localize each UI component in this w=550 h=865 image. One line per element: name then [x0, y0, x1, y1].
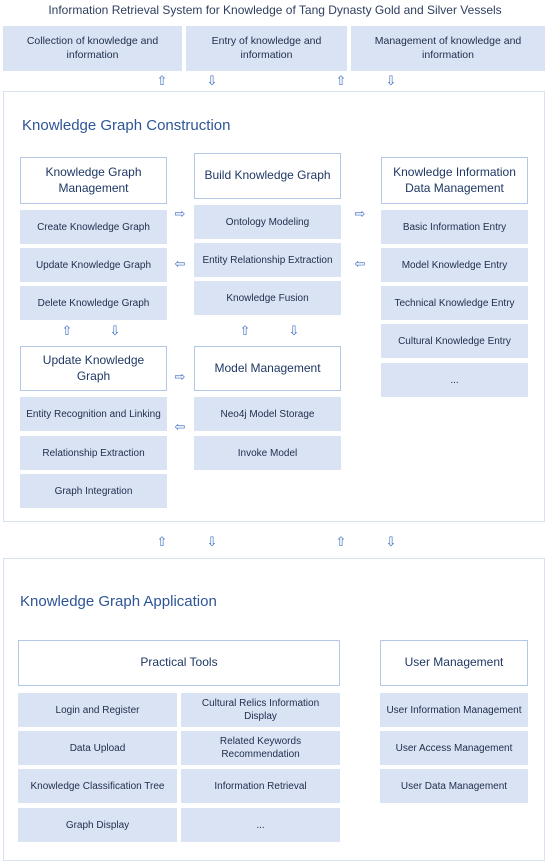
entity-recognition-item: Entity Recognition and Linking: [20, 397, 167, 431]
up-arrow-icon: ⇧: [335, 73, 347, 88]
down-arrow-icon: ⇩: [206, 73, 218, 88]
top-box-management: Management of knowledge and information: [351, 26, 545, 71]
kg-management-header: Knowledge Graph Management: [20, 157, 167, 204]
tools-more-item: ...: [181, 808, 340, 842]
relationship-extraction-item: Relationship Extraction: [20, 436, 167, 470]
entity-relationship-item: Entity Relationship Extraction: [194, 243, 341, 277]
up-arrow-icon: ⇧: [239, 323, 251, 338]
user-data-item: User Data Management: [380, 769, 528, 803]
model-management-header: Model Management: [194, 346, 341, 391]
up-arrow-icon: ⇧: [61, 323, 73, 338]
invoke-model-item: Invoke Model: [194, 436, 341, 470]
cultural-relics-item: Cultural Relics Information Display: [181, 693, 340, 727]
down-arrow-icon: ⇩: [385, 534, 397, 549]
top-box-entry: Entry of knowledge and information: [186, 26, 347, 71]
right-arrow-icon: ⇨: [174, 369, 186, 384]
down-arrow-icon: ⇩: [206, 534, 218, 549]
cultural-knowledge-item: Cultural Knowledge Entry: [381, 324, 528, 358]
left-arrow-icon: ⇦: [354, 256, 366, 271]
down-arrow-icon: ⇩: [109, 323, 121, 338]
update-kg-item: Update Knowledge Graph: [20, 248, 167, 282]
right-arrow-icon: ⇨: [354, 206, 366, 221]
user-management-header: User Management: [380, 640, 528, 686]
graph-integration-item: Graph Integration: [20, 474, 167, 508]
create-kg-item: Create Knowledge Graph: [20, 210, 167, 244]
related-keywords-item: Related Keywords Recommendation: [181, 731, 340, 765]
update-kg-header: Update Knowledge Graph: [20, 346, 167, 391]
info-data-header: Knowledge Information Data Management: [381, 157, 528, 204]
down-arrow-icon: ⇩: [288, 323, 300, 338]
more-item: ...: [381, 363, 528, 397]
ontology-modeling-item: Ontology Modeling: [194, 205, 341, 239]
top-box-collection: Collection of knowledge and information: [3, 26, 182, 71]
login-register-item: Login and Register: [18, 693, 177, 727]
diagram-title: Information Retrieval System for Knowledge of Tang Dynasty Gold and Silver Vessels: [48, 3, 502, 17]
up-arrow-icon: ⇧: [156, 73, 168, 88]
basic-info-item: Basic Information Entry: [381, 210, 528, 244]
graph-display-item: Graph Display: [18, 808, 177, 842]
model-knowledge-item: Model Knowledge Entry: [381, 248, 528, 282]
practical-tools-header: Practical Tools: [18, 640, 340, 686]
user-info-item: User Information Management: [380, 693, 528, 727]
right-arrow-icon: ⇨: [174, 206, 186, 221]
data-upload-item: Data Upload: [18, 731, 177, 765]
knowledge-fusion-item: Knowledge Fusion: [194, 281, 341, 315]
technical-knowledge-item: Technical Knowledge Entry: [381, 286, 528, 320]
information-retrieval-item: Information Retrieval: [181, 769, 340, 803]
build-kg-header: Build Knowledge Graph: [194, 153, 341, 199]
up-arrow-icon: ⇧: [335, 534, 347, 549]
delete-kg-item: Delete Knowledge Graph: [20, 286, 167, 320]
left-arrow-icon: ⇦: [174, 256, 186, 271]
classification-tree-item: Knowledge Classification Tree: [18, 769, 177, 803]
left-arrow-icon: ⇦: [174, 419, 186, 434]
application-title: Knowledge Graph Application: [20, 593, 217, 610]
down-arrow-icon: ⇩: [385, 73, 397, 88]
up-arrow-icon: ⇧: [156, 534, 168, 549]
neo4j-storage-item: Neo4j Model Storage: [194, 397, 341, 431]
construction-title: Knowledge Graph Construction: [22, 117, 231, 134]
user-access-item: User Access Management: [380, 731, 528, 765]
